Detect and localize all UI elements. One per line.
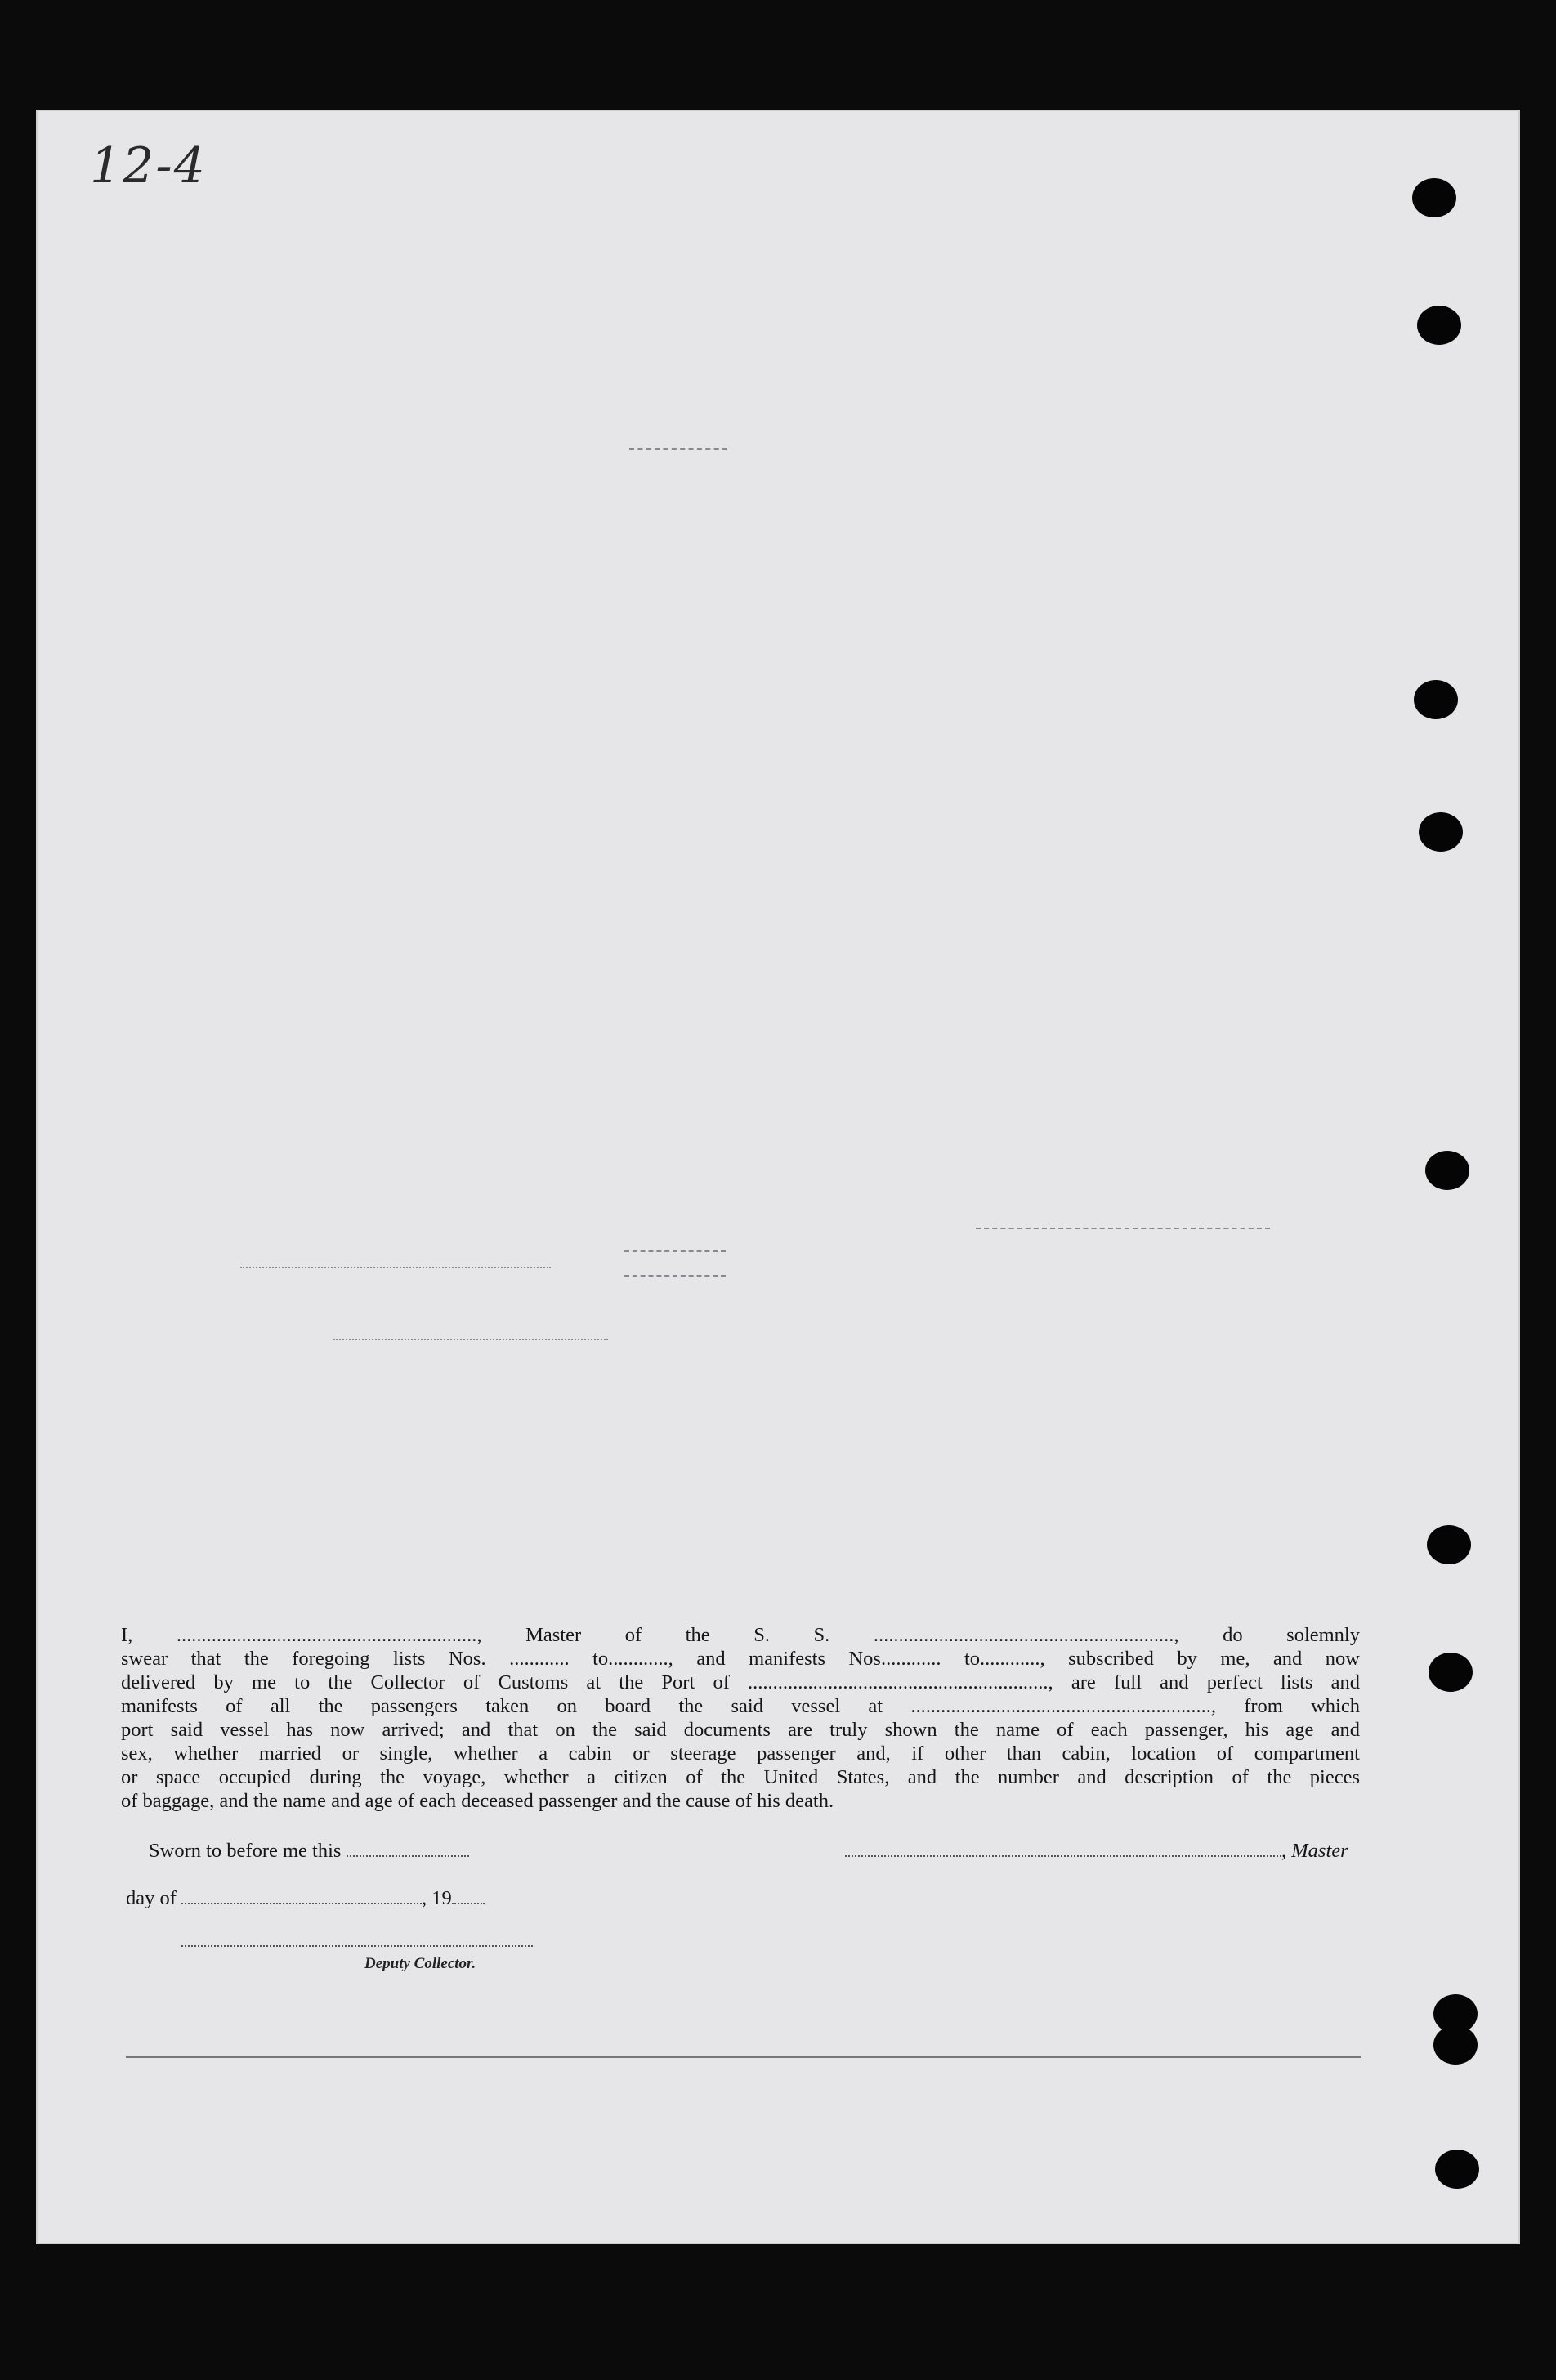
- oath-line: swear that the foregoing lists Nos. ............ to............, and manifests Nos............ to............, subscribed by me, and now: [121, 1648, 1360, 1670]
- oath-line: delivered by me to the Collector of Customs at the Port of ............................................................, are full and perfect lists and: [121, 1671, 1360, 1693]
- sworn-date-blank: [347, 1839, 469, 1857]
- bleed-through-rule: [240, 1267, 551, 1268]
- year-blank: [452, 1886, 485, 1904]
- oath-line: or space occupied during the voyage, whether a citizen of the United States, and the number and description of the pieces: [121, 1766, 1360, 1788]
- master-signature-blank: [845, 1839, 1281, 1857]
- bleed-through-rule: [976, 1228, 1270, 1229]
- punch-hole: [1433, 2025, 1478, 2065]
- master-signature-row: [845, 1839, 1348, 1863]
- deputy-signature-line: [181, 1929, 533, 1953]
- punch-hole: [1427, 1525, 1471, 1564]
- day-of-label: day of: [126, 1887, 177, 1909]
- punch-hole: [1412, 178, 1456, 217]
- oath-line: I, ............................................................, Master of the S. S. ............................................................, do solemnly: [121, 1624, 1360, 1646]
- oath-line: manifests of all the passengers taken on board the said vessel at ............................................................, from which: [121, 1695, 1360, 1717]
- oath-line: port said vessel has now arrived; and that on the said documents are truly shown the name of each passenger, his age and: [121, 1719, 1360, 1741]
- punch-hole: [1414, 680, 1458, 719]
- oath-line: of baggage, and the name and age of each deceased passenger and the cause of his death.: [121, 1790, 834, 1812]
- punch-hole: [1425, 1151, 1469, 1190]
- sworn-label: Sworn to before me this: [149, 1840, 342, 1862]
- year-prefix: , 19: [422, 1887, 452, 1909]
- punch-hole: [1435, 2150, 1479, 2189]
- sworn-row: [149, 1839, 469, 1863]
- bleed-through-rule: [624, 1275, 726, 1277]
- deputy-signature-blank: [181, 1929, 533, 1947]
- deputy-collector-label: Deputy Collector.: [364, 1955, 476, 1972]
- master-label: , Master: [1281, 1840, 1348, 1862]
- bottom-rule: [126, 2056, 1362, 2058]
- oath-line: sex, whether married or single, whether a cabin or steerage passenger and, if other than cabin, location of compartment: [121, 1742, 1360, 1765]
- bleed-through-rule: [333, 1339, 608, 1340]
- punch-hole: [1417, 306, 1461, 345]
- day-of-blank: [181, 1886, 422, 1904]
- punch-hole: [1419, 812, 1463, 852]
- day-of-row: [126, 1886, 485, 1910]
- manifest-sheet: [36, 110, 1520, 2244]
- bleed-through-rule: [624, 1250, 726, 1252]
- handwritten-page-number: 12-4: [90, 137, 207, 195]
- master-oath-paragraph: [121, 1623, 1360, 1813]
- punch-hole: [1429, 1653, 1473, 1692]
- bleed-through-rule: [629, 448, 727, 450]
